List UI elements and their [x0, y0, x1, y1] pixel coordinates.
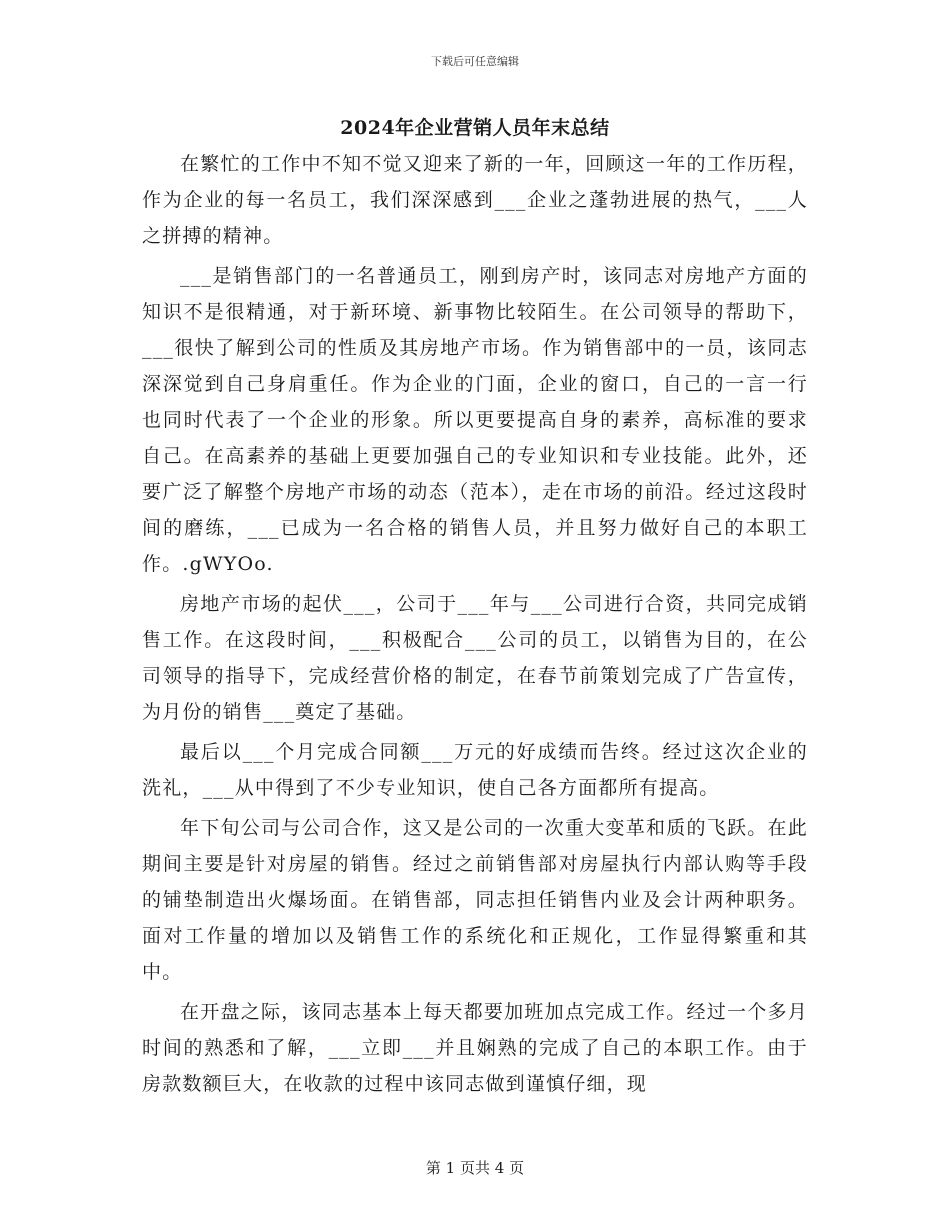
paragraph-5: 年下旬公司与公司合作，这又是公司的一次重大变革和质的飞跃。在此期间主要是针对房屋的销售。经过之前销售部对房屋执行内部认购等手段的铺垫制造出火爆场面。在销售部，同志担任销售内业及会计两种职务。面对工作量的增加以及销售工作的系统化和正规化，工作显得繁重和其中。: [142, 817, 808, 983]
page-footer: 第 1 页共 4 页: [425, 1159, 525, 1177]
paragraph-3: 房地产市场的起伏___，公司于___年与___公司进行合资，共同完成销售工作。在这段时间，___积极配合___公司的员工，以销售为目的，在公司领导的指导下，完成经营价格的制定，在春节前策划完成了广告宣传，为月份的销售___奠定了基础。: [142, 593, 808, 723]
paragraph-4: 最后以___个月完成合同额___万元的好成绩而告终。经过这次企业的洗礼，___从中得到了不少专业知识，使自己各方面都所有提高。: [142, 741, 808, 799]
document-title: 2024年企业营销人员年末总结: [340, 117, 610, 139]
page-header: 下载后可任意编辑: [431, 55, 519, 68]
paragraph-6: 在开盘之际，该同志基本上每天都要加班加点完成工作。经过一个多月时间的熟悉和了解，___立即___并且娴熟的完成了自己的本职工作。由于房款数额巨大，在收款的过程中该同志做到谨慎仔细，现: [142, 1001, 808, 1095]
document-body: [142, 146, 808, 1106]
paragraph-2: ___是销售部门的一名普通员工，刚到房产时，该同志对房地产方面的知识不是很精通，对于新环境、新事物比较陌生。在公司领导的帮助下，___很快了解到公司的性质及其房地产市场。作为销售部中的一员，该同志深深觉到自己身肩重任。作为企业的门面，企业的窗口，自己的一言一行也同时代表了一个企业的形象。所以更要提高自身的素养，高标准的要求自己。在高素养的基础上更要加强自己的专业知识和专业技能。此外，还要广泛了解整个房地产市场的动态（范本），走在市场的前沿。经过这段时间的磨练，___已成为一名合格的销售人员，并且努力做好自己的本职工作。.gWYOo.: [142, 265, 808, 575]
paragraph-1: 在繁忙的工作中不知不觉又迎来了新的一年，回顾这一年的工作历程，作为企业的每一名员工，我们深深感到___企业之蓬勃进展的热气，___人之拼搏的精神。: [142, 153, 808, 247]
